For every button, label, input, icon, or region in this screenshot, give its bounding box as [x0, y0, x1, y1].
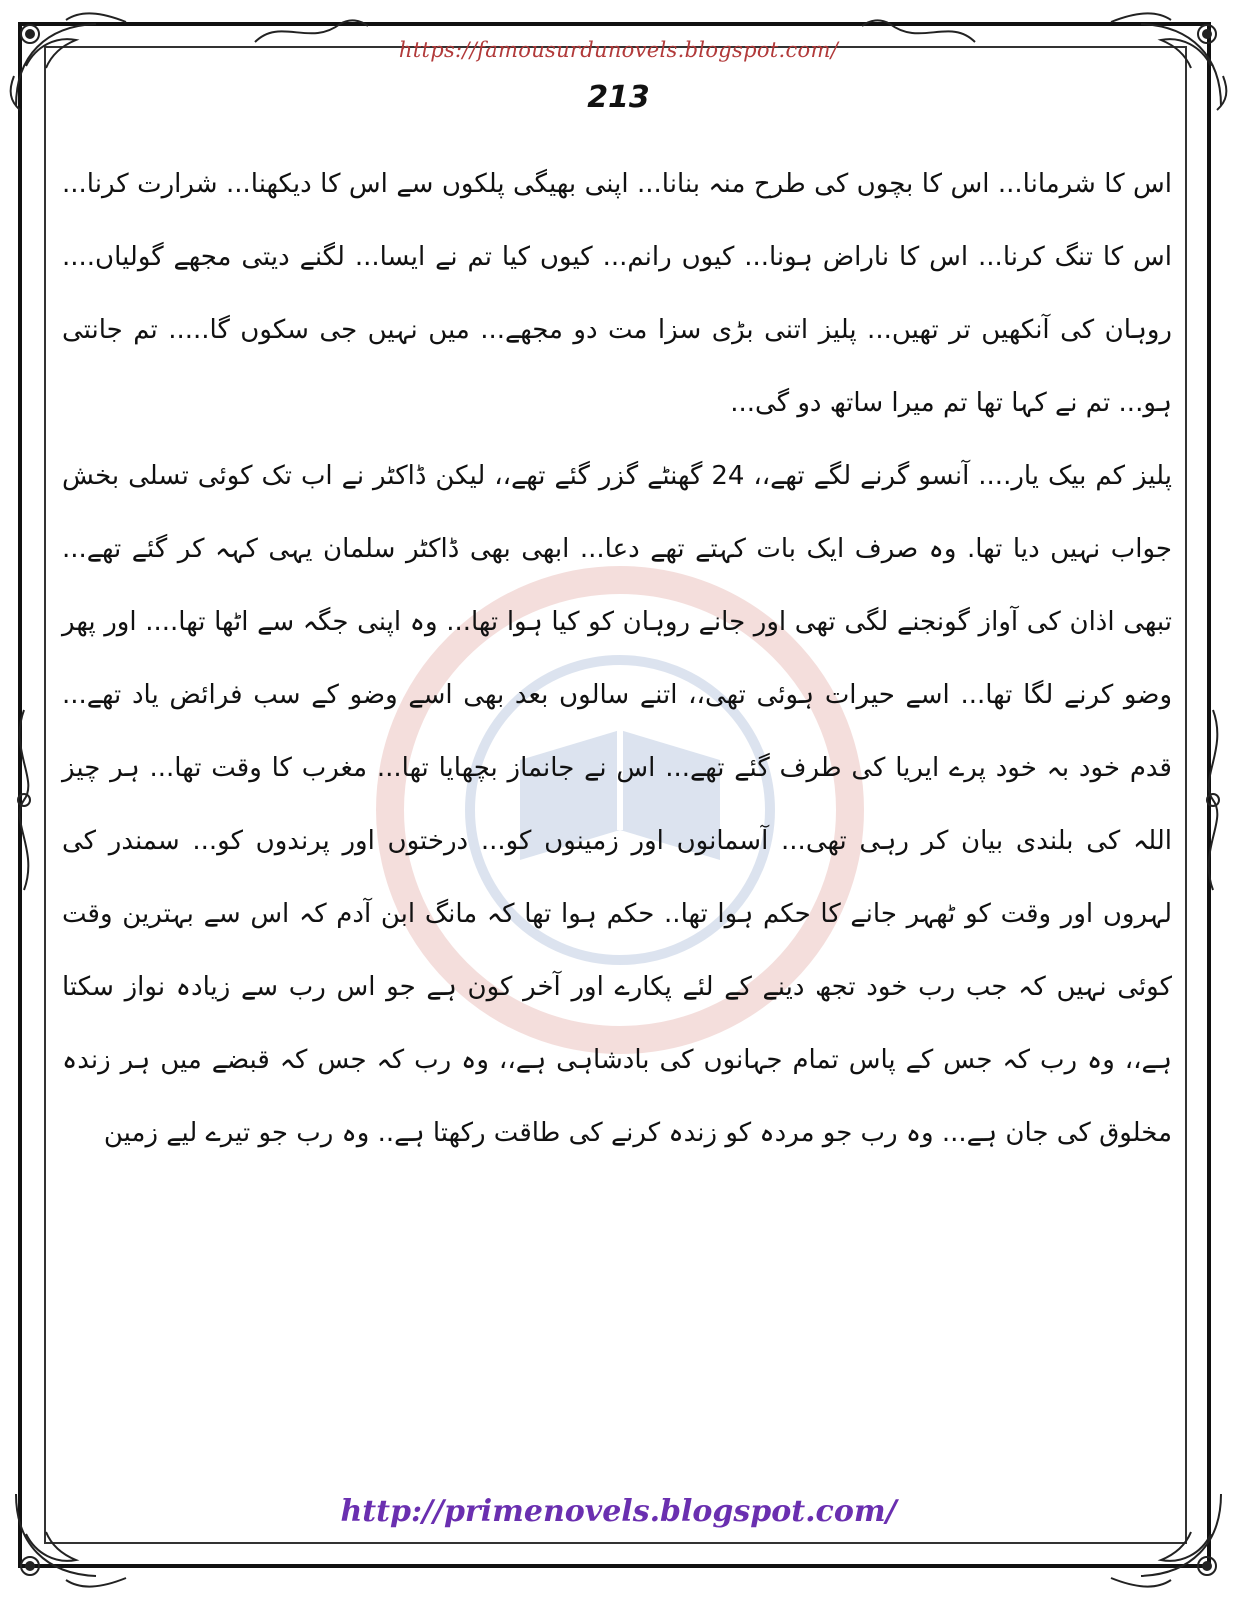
page-number: 213: [587, 80, 650, 115]
footer-url[interactable]: http://primenovels.blogspot.com/: [340, 1494, 897, 1529]
body-text: [62, 148, 1172, 1170]
paragraph: پلیز کم بیک یار.... آنسو گرنے لگے تھے،، 24 گھنٹے گزر گئے تھے،، لیکن ڈاکٹر نے اب تک کوئی تسلی بخش جواب نہیں دیا تھا. وہ صرف ایک بات کہتے تھے دعا... ابھی بھی ڈاکٹر سلمان یہی کہہ کر گئے تھے... تبھی اذان کی آواز گونجنے لگی تھی اور جانے روہان کو کیا ہوا تھا... وہ اپنی جگہ سے اٹھا تھا.... اور پھر وضو کرنے لگا تھا... اسے حیرات ہوئی تھی،، اتنے سالوں بعد بھی اسے وضو کے سب فرائض یاد تھے... قدم خود بہ خود پرے ایریا کی طرف گئے تھے... اس نے جانماز بچھایا تھا... مغرب کا وقت تھا... ہر چیز اللہ کی بلندی بیان کر رہی تھی... آسمانوں اور زمینوں کو... درختوں اور پرندوں کو... سمندر کی لہروں اور وقت کو ٹھہر جانے کا حکم ہوا تھا.. حکم ہوا تھا کہ مانگ ابن آدم کہ اس سے بہترین وقت کوئی نہیں کہ جب رب خود تجھ دینے کے لئے پکارے اور آخر کون ہے جو اس رب سے زیادہ نواز سکتا ہے،، وہ رب کہ جس کے پاس تمام جہانوں کی بادشاہی ہے،، وہ رب کہ جس کہ قبضے میں ہر زندہ مخلوق کی جان ہے... وہ رب جو مردہ کو زندہ کرنے کی طاقت رکھتا ہے.. وہ رب جو تیرے لیے زمین: [62, 461, 1172, 1148]
left-side-floral-ornament-icon: [4, 700, 44, 900]
header-url[interactable]: https://famousurdunovels.blogspot.com/: [398, 38, 839, 62]
paragraph: اس کا شرمانا... اس کا بچوں کی طرح منہ بنانا... اپنی بھیگی پلکوں سے اس کا دیکھنا... شرارت کرنا... اس کا تنگ کرنا... اس کا ناراض ہونا... کیوں رانم... کیوں کیا تم نے ایسا... لگنے دیتی مجھے گولیاں.... روہان کی آنکھیں تر تھیں... پلیز اتنی بڑی سزا مت دو مجھے... میں نہیں جی سکوں گا..... تم جانتی ہو... تم نے کہا تھا تم میرا ساتھ دو گی...: [62, 169, 1172, 418]
right-side-floral-ornament-icon: [1193, 700, 1233, 900]
